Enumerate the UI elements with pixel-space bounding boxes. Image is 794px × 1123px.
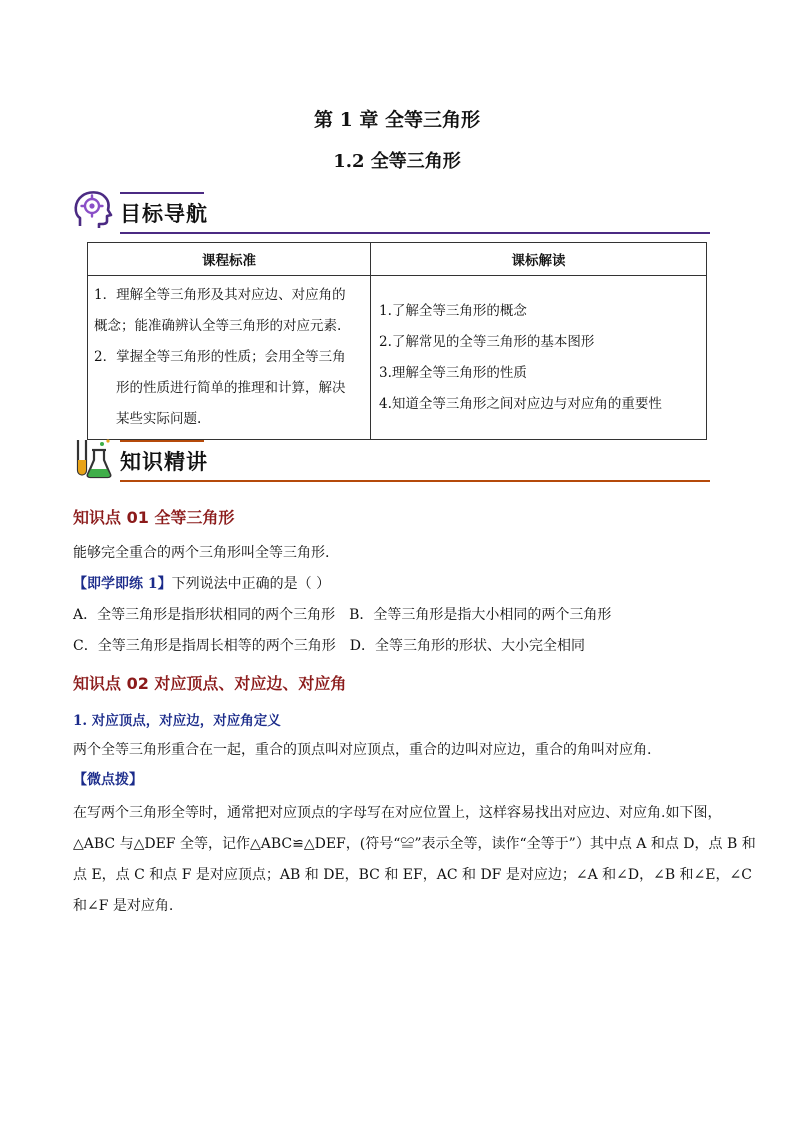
interpretation-line: 4.知道全等三角形之间对应边与对应角的重要性 bbox=[379, 395, 662, 412]
paragraph-line: 在写两个三角形全等时，通常把对应顶点的字母写在对应位置上，这样容易找出对应边、对应角.如下图， bbox=[73, 805, 722, 821]
standard-line: 形的性质进行简单的推理和计算，解决 bbox=[116, 380, 346, 396]
paragraph-line: △ABC 与△DEF 全等，记作△ABC≌△DEF，(符号“≌”表示全等，读作“全等于”）其中点 A 和点 D，点 B 和 bbox=[73, 836, 756, 852]
definition-text: 两个全等三角形重合在一起，重合的顶点叫对应顶点，重合的边叫对应边，重合的角叫对应角. bbox=[73, 742, 652, 758]
interpretation-line: 1.了解全等三角形的概念 bbox=[379, 302, 527, 319]
knowledge-point-title: 知识点 01 全等三角形 bbox=[73, 508, 235, 527]
option-b: B．全等三角形是指大小相同的两个三角形 bbox=[349, 607, 612, 623]
interpretation-line: 2.了解常见的全等三角形的基本图形 bbox=[379, 333, 595, 350]
paragraph-line: 点 E，点 C 和点 F 是对应顶点；AB 和 DE，BC 和 EF，AC 和 DF 是对应边；∠A 和∠D，∠B 和∠E，∠C bbox=[73, 867, 752, 883]
options-row bbox=[73, 604, 723, 624]
lab-flask-icon bbox=[72, 436, 116, 480]
standard-line: 1．理解全等三角形及其对应边、对应角的 bbox=[94, 287, 346, 303]
section-title: 1.2 全等三角形 bbox=[333, 151, 461, 172]
standards-interpretation-cell bbox=[371, 276, 707, 440]
option-d: D．全等三角形的形状、大小完全相同 bbox=[349, 638, 585, 654]
standard-line: 某些实际问题. bbox=[116, 411, 202, 427]
option-c: C．全等三角形是指周长相等的两个三角形 bbox=[73, 638, 336, 654]
chapter-title: 第 1 章 全等三角形 bbox=[313, 109, 481, 131]
table-header: 课程标准 bbox=[88, 243, 371, 276]
table-header: 课标解读 bbox=[371, 243, 707, 276]
exercise-line bbox=[73, 573, 723, 593]
standards-table bbox=[87, 242, 707, 440]
standard-line: 2．掌握全等三角形的性质；会用全等三角 bbox=[94, 349, 346, 365]
definition-text: 能够完全重合的两个三角形叫全等三角形. bbox=[73, 545, 330, 561]
subsection-title: 1. 对应顶点，对应边，对应角定义 bbox=[73, 713, 281, 729]
standard-line: 概念；能准确辨认全等三角形的对应元素. bbox=[94, 318, 342, 334]
exercise-question: 下列说法中正确的是（ ） bbox=[171, 576, 331, 592]
tip-tag: 【微点拨】 bbox=[73, 772, 143, 788]
course-standards-cell bbox=[88, 276, 371, 440]
section-header-knowledge bbox=[72, 436, 710, 482]
section-label: 目标导航 bbox=[120, 202, 208, 226]
knowledge-point-title: 知识点 02 对应顶点、对应边、对应角 bbox=[73, 674, 347, 693]
section-header-goals bbox=[72, 188, 710, 234]
option-a: A．全等三角形是指形状相同的两个三角形 bbox=[73, 607, 336, 623]
exercise-tag: 【即学即练 1】 bbox=[73, 576, 172, 592]
interpretation-line: 3.理解全等三角形的性质 bbox=[379, 364, 527, 381]
section-label: 知识精讲 bbox=[120, 450, 208, 474]
paragraph-line: 和∠F 是对应角. bbox=[73, 898, 174, 914]
options-row bbox=[73, 635, 723, 655]
head-gear-icon bbox=[72, 188, 116, 232]
